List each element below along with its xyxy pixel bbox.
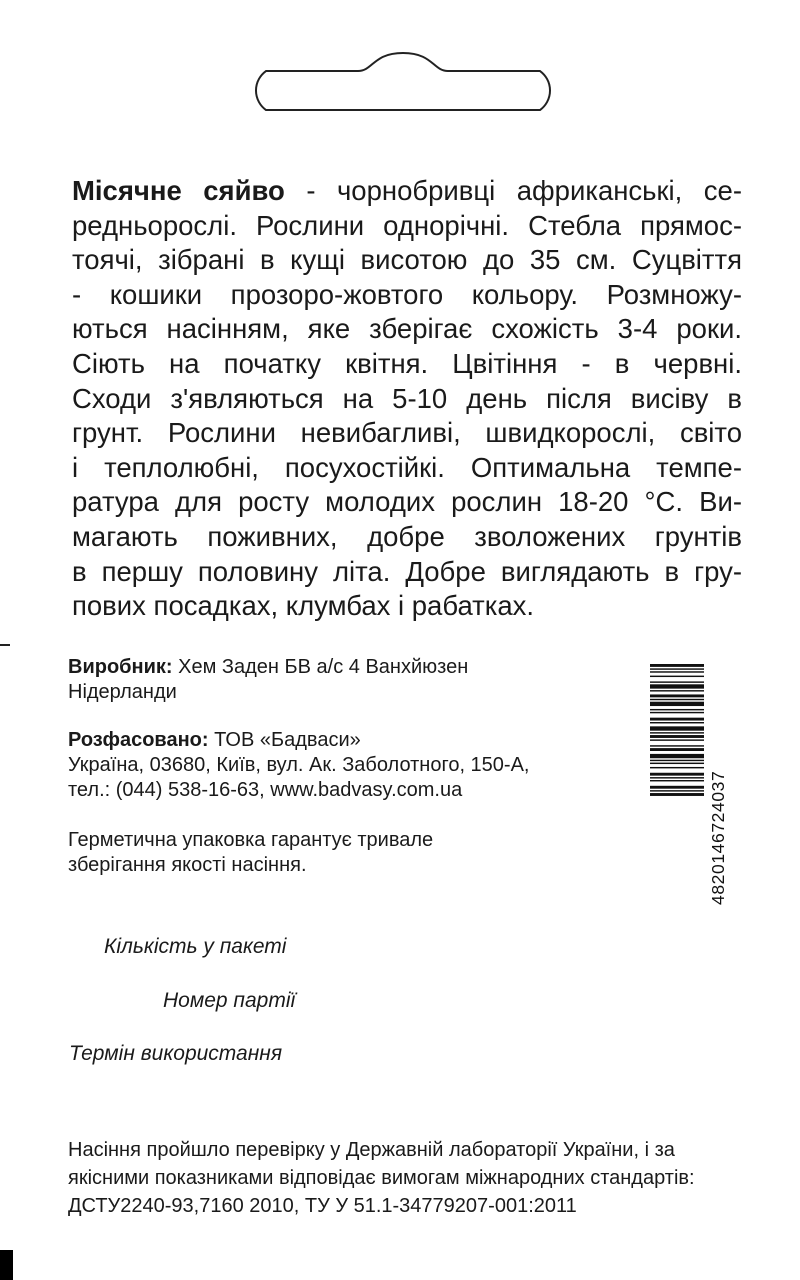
- producer-country: Нідерланди: [68, 681, 177, 703]
- barcode-bar: [650, 786, 704, 789]
- batch-label: Номер партії: [163, 989, 296, 1012]
- barcode-bar: [650, 735, 704, 738]
- description-line: ються насінням, яке зберігає схожість 3-4 роки.: [72, 313, 742, 345]
- description-line: тоячі, зібрані в кущі висотою до 35 см. Суцвіття: [72, 244, 742, 276]
- barcode-bar: [650, 732, 704, 733]
- barcode-bar: [650, 709, 704, 710]
- barcode-bar: [650, 702, 704, 706]
- barcode-bar: [650, 681, 704, 682]
- cut-mark: [0, 644, 10, 646]
- producer-label: Виробник:: [68, 656, 173, 678]
- barcode: [648, 662, 728, 907]
- barcode-digits: 4820146724037: [708, 770, 728, 905]
- description-line: пових посадках, клумбах і рабатках.: [72, 590, 535, 622]
- barcode-bar: [650, 739, 704, 740]
- packer-label: Розфасовано:: [68, 729, 209, 751]
- packer-block: [68, 728, 529, 803]
- barcode-bar: [650, 767, 704, 768]
- packer-name: ТОВ «Бадваси»: [208, 729, 361, 751]
- barcode-bar: [650, 671, 704, 672]
- quantity-label: Кількість у пакеті: [104, 935, 287, 958]
- description-line: грунт. Рослини невибагливі, швидкорослі, світо: [72, 417, 742, 449]
- corner-mark: [0, 1250, 13, 1280]
- description-line: ратура для росту молодих рослин 18-20 °С. Ви-: [72, 486, 742, 518]
- packer-contacts: тел.: (044) 538-16-63, www.badvasy.com.ua: [68, 779, 463, 801]
- barcode-bar: [650, 763, 704, 764]
- description-line: Сіють на початку квітня. Цвітіння - в червні.: [72, 347, 742, 379]
- description-line: магають поживних, добре зволожених грунтів: [72, 520, 742, 552]
- barcode-bar: [650, 722, 704, 723]
- barcode-bar: [650, 754, 704, 758]
- description-line-1: Місячне сяйво - чорнобривці африканські, се-: [72, 175, 742, 206]
- description-line: - кошики прозоро-жовтого кольору. Розмножу-: [72, 278, 742, 310]
- barcode-bar: [650, 699, 704, 700]
- barcode-bar: [650, 676, 704, 677]
- barcode-bar: [650, 773, 704, 776]
- barcode-bar: [650, 726, 704, 730]
- barcode-bar: [650, 780, 704, 781]
- certification-note: Насіння пройшло перевірку у Державній лабораторії України, і за якісними показниками відповідає вимогам міжнародних стандартів: ДСТУ2240-93,7160 2010, ТУ У 51.1-34779207-001:2011: [68, 1139, 695, 1217]
- packer-address: Україна, 03680, Київ, вул. Ак. Заболотного, 150-А,: [68, 754, 530, 776]
- expiry-label: Термін використання: [69, 1042, 283, 1065]
- hang-hole-outline: [238, 48, 568, 118]
- barcode-bar: [650, 790, 704, 791]
- description-line: в першу половину літа. Добре виглядають в гру-: [72, 555, 742, 587]
- barcode-bar: [650, 745, 704, 746]
- packaging-note: Герметична упаковка гарантує тривале зберігання якості насіння.: [68, 829, 434, 876]
- barcode-bar: [650, 718, 704, 721]
- barcode-bar: [650, 793, 704, 796]
- description-line: Сходи з'являються на 5-10 день після висіву в: [72, 382, 742, 414]
- barcode-bar: [650, 684, 704, 688]
- barcode-bar: [650, 760, 704, 761]
- barcode-bar: [650, 690, 704, 691]
- variety-description: [72, 174, 742, 624]
- variety-name: Місячне сяйво: [72, 175, 285, 206]
- description-line: і теплолюбні, посухостійкі. Оптимальна темпе-: [72, 451, 742, 483]
- barcode-bar: [650, 694, 704, 697]
- barcode-bar: [650, 777, 704, 778]
- barcode-bar: [650, 748, 704, 751]
- barcode-bar: [650, 664, 704, 667]
- producer-name: Хем Заден БВ а/с 4 Ванхйюзен: [172, 656, 469, 678]
- barcode-bar: [650, 712, 704, 713]
- producer-block: [68, 655, 468, 705]
- barcode-bar: [650, 668, 704, 669]
- description-line: редньорослі. Рослини однорічні. Стебла прямос-: [72, 209, 742, 241]
